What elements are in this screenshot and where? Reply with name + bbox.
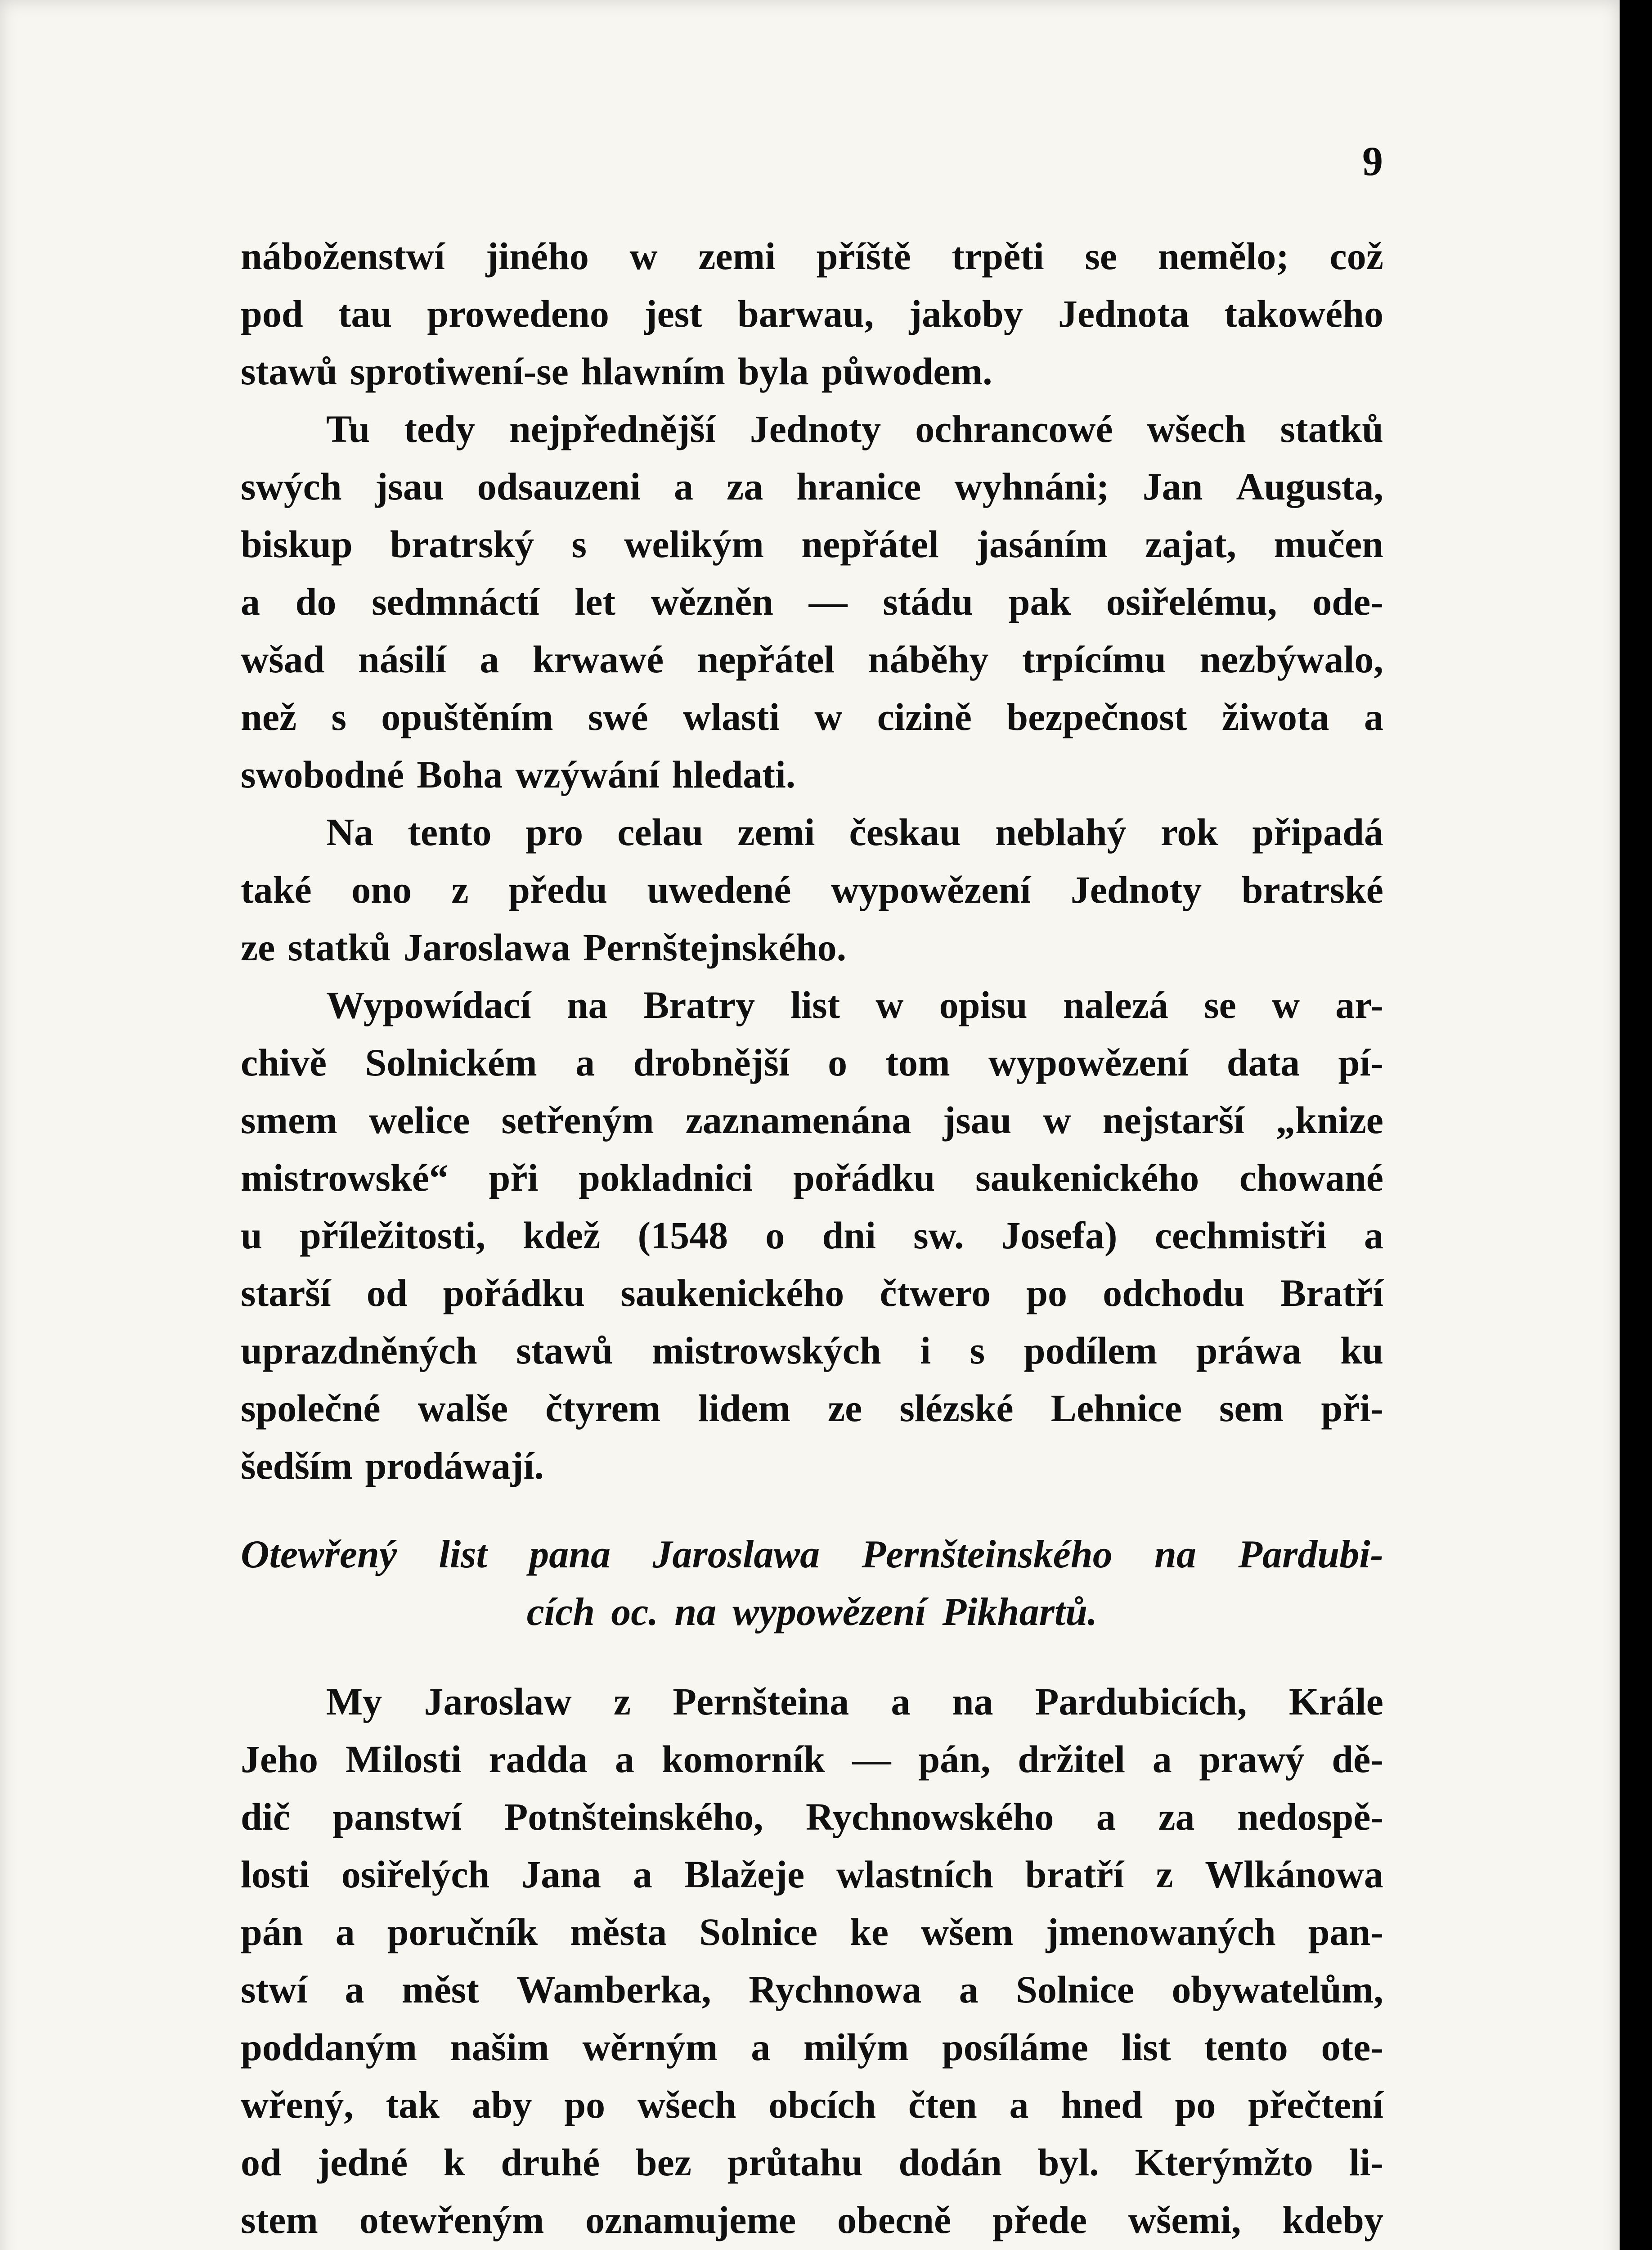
text-line: Na tento pro celau zemi českau neblahý rok připadá xyxy=(326,810,1383,854)
text-line: a do sedmnáctí let wězněn — stádu pak osiřelému, ode- xyxy=(241,580,1383,623)
text-line: šedším prodáwají. xyxy=(241,1444,544,1487)
text-line: společné walše čtyrem lidem ze slézské Lehnice sem při- xyxy=(241,1386,1383,1430)
text-line: než s opuštěním swé wlasti w cizině bezpečnost žiwota a xyxy=(241,695,1383,738)
text-line: swých jsau odsauzeni a za hranice wyhnáni; Jan Augusta, xyxy=(241,465,1383,508)
text-line: dič panstwí Potnšteinského, Rychnowského a za nedospě- xyxy=(241,1795,1383,1838)
text-line: My Jaroslaw z Pernšteina a na Pardubicích, Krále xyxy=(326,1680,1383,1723)
section-heading-line-1: Otewřený list pana Jaroslawa Pernšteinského na Pardubi- xyxy=(241,1533,1383,1576)
scan-edge xyxy=(1620,0,1652,2250)
page-number: 9 xyxy=(1362,138,1383,184)
text-line: poddaným našim wěrným a milým posíláme list tento ote- xyxy=(241,2025,1383,2069)
text-line: losti osiřelých Jana a Blažeje wlastních bratří z Wlkánowa xyxy=(241,1853,1383,1896)
text-line: náboženstwí jiného w zemi příště trpěti se nemělo; což xyxy=(241,234,1383,278)
text-line: wřený, tak aby po wšech obcích čten a hned po přečtení xyxy=(241,2083,1383,2126)
text-line: wšad násilí a krwawé nepřátel náběhy trpícímu nezbýwalo, xyxy=(241,638,1383,681)
section-heading-line-2: cích oc. na wypowězení Pikhartů. xyxy=(526,1590,1098,1634)
text-line: pod tau prowedeno jest barwau, jakoby Jednota takowého xyxy=(241,292,1383,335)
text-line: pán a poručník města Solnice ke wšem jmenowaných pan- xyxy=(241,1910,1383,1953)
text-line: uprazdněných stawů mistrowských i s podílem práwa ku xyxy=(241,1329,1383,1372)
text-line: stwí a měst Wamberka, Rychnowa a Solnice obywatelům, xyxy=(241,1968,1383,2011)
text-line: chivě Solnickém a drobnější o tom wypowězení data pí- xyxy=(241,1041,1383,1084)
text-line: stawů sprotiwení-se hlawním byla půwodem. xyxy=(241,350,992,393)
text-line: od jedné k druhé bez průtahu dodán byl. Kterýmžto li- xyxy=(241,2141,1383,2184)
text-line: Jeho Milosti radda a komorník — pán, držitel a prawý dě- xyxy=(241,1737,1383,1781)
text-line: Wypowídací na Bratry list w opisu nalezá se w ar- xyxy=(326,983,1383,1026)
text-line: stem otewřeným oznamujeme obecně přede wšemi, kdeby xyxy=(241,2198,1383,2241)
text-line: mistrowské“ při pokladnici pořádku saukenického chowané xyxy=(241,1156,1383,1199)
text-line: biskup bratrský s welikým nepřátel jasáním zajat, mučen xyxy=(241,522,1383,566)
body-text xyxy=(241,227,1383,2250)
text-line: ze statků Jaroslawa Pernštejnského. xyxy=(241,926,847,969)
text-line: Tu tedy nejpřednější Jednoty ochrancowé wšech statků xyxy=(326,407,1383,450)
text-line: také ono z předu uwedené wypowězení Jednoty bratrské xyxy=(241,868,1383,911)
text-line: starší od pořádku saukenického čtwero po odchodu Bratří xyxy=(241,1271,1383,1314)
text-line: u příležitosti, kdež (1548 o dni sw. Josefa) cechmistři a xyxy=(241,1214,1383,1257)
text-line: smem welice setřeným zaznamenána jsau w nejstarší „knize xyxy=(241,1098,1383,1142)
section-gap xyxy=(241,1494,1383,1526)
section-gap xyxy=(241,1641,1383,1673)
text-line: swobodné Boha wzýwání hledati. xyxy=(241,753,796,796)
